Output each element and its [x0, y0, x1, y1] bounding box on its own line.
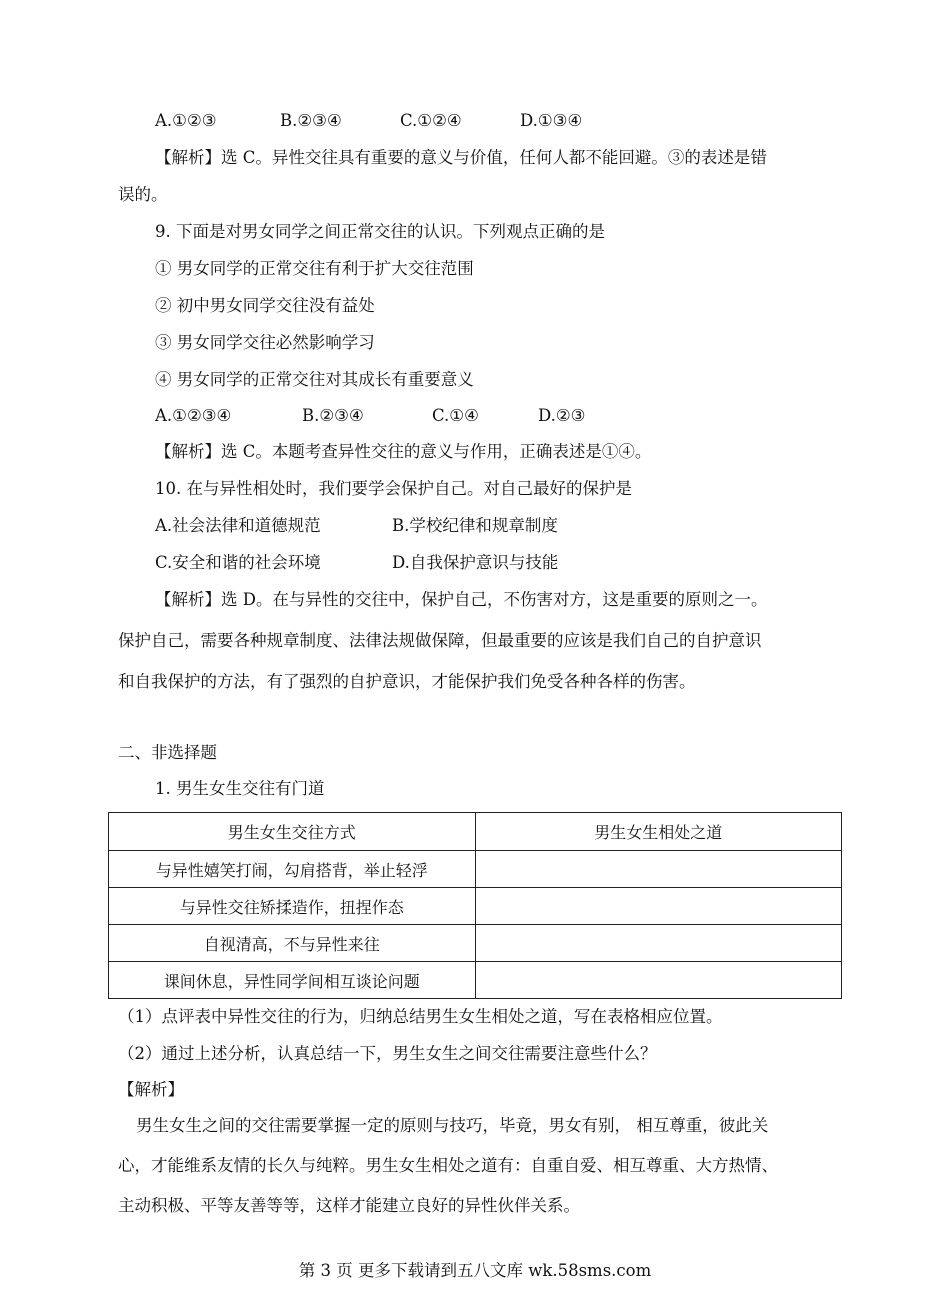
q9-statement-2: ② 初中男女同学交往没有益处 — [155, 296, 375, 315]
q9-option-d: D.②③ — [538, 406, 586, 425]
analysis-line1: 男生女生之间的交往需要掌握一定的原则与技巧，毕竟，男女有别， 相互尊重，彼此关 — [136, 1116, 769, 1135]
q8-option-c: C.①②④ — [400, 111, 462, 130]
q9-option-a: A.①②③④ — [155, 406, 232, 425]
q9-statement-1: ① 男女同学的正常交往有利于扩大交往范围 — [155, 259, 474, 278]
sub-question-1: （1）点评表中异性交往的行为，归纳总结男生女生相处之道，写在表格相应位置。 — [118, 1007, 723, 1026]
table-header-row — [109, 813, 842, 851]
page-footer: 第 3 页 更多下载请到五八文库 wk.58sms.com — [298, 1261, 652, 1280]
q10-analysis-line3: 和自我保护的方法，有了强烈的自护意识，才能保护我们免受各种各样的伤害。 — [118, 672, 696, 691]
q8-option-d: D.①③④ — [520, 111, 583, 130]
q8-option-b: B.②③④ — [280, 111, 342, 130]
table-answer-cell — [475, 925, 842, 962]
q9-stem: 9. 下面是对男女同学之间正常交往的认识。下列观点正确的是 — [155, 222, 605, 241]
table-cell: 与异性交往矫揉造作，扭捏作态 — [109, 888, 476, 925]
table-answer-cell — [475, 851, 842, 888]
analysis-line2: 心，才能维系友情的长久与纯粹。男生女生相处之道有：自重自爱、相互尊重、大方热情、 — [118, 1156, 778, 1175]
q10-option-c: C.安全和谐的社会环境 — [155, 553, 321, 572]
q10-stem: 10. 在与异性相处时，我们要学会保护自己。对自己最好的保护是 — [155, 479, 632, 498]
q8-option-a: A.①②③ — [155, 111, 217, 130]
q10-option-d: D.自我保护意识与技能 — [392, 553, 559, 572]
analysis-label: 【解析】 — [118, 1080, 184, 1099]
q9-analysis: 【解析】选 C。本题考查异性交往的意义与作用，正确表述是①④。 — [155, 442, 652, 461]
table-row — [109, 962, 842, 999]
table-answer-cell — [475, 888, 842, 925]
table-row — [109, 888, 842, 925]
q9-statement-3: ③ 男女同学交往必然影响学习 — [155, 333, 375, 352]
table-row — [109, 925, 842, 962]
exchange-table — [108, 812, 842, 999]
q10-analysis-line2: 保护自己，需要各种规章制度、法律法规做保障，但最重要的应该是我们自己的自护意识 — [118, 631, 762, 650]
q10-option-b: B.学校纪律和规章制度 — [392, 516, 558, 535]
table-cell: 与异性嬉笑打闹，勾肩搭背，举止轻浮 — [109, 851, 476, 888]
table-answer-cell — [475, 962, 842, 999]
table-header-cell: 男生女生交往方式 — [109, 813, 476, 851]
q10-analysis-line1: 【解析】选 D。在与异性的交往中，保护自己，不伤害对方，这是重要的原则之一。 — [155, 590, 768, 609]
table-cell: 课间休息，异性同学间相互谈论问题 — [109, 962, 476, 999]
analysis-line3: 主动积极、平等友善等等，这样才能建立良好的异性伙伴关系。 — [118, 1196, 580, 1215]
table-row — [109, 851, 842, 888]
table-header-cell: 男生女生相处之道 — [475, 813, 842, 851]
q10-option-a: A.社会法律和道德规范 — [155, 516, 321, 535]
q9-statement-4: ④ 男女同学的正常交往对其成长有重要意义 — [155, 370, 474, 389]
q8-analysis-line2: 误的。 — [118, 185, 168, 204]
section-heading: 二、非选择题 — [118, 743, 217, 762]
q8-analysis-line1: 【解析】选 C。异性交往具有重要的意义与价值，任何人都不能回避。③的表述是错 — [155, 148, 767, 167]
q9-option-b: B.②③④ — [302, 406, 364, 425]
q9-option-c: C.①④ — [432, 406, 479, 425]
sub-question-2: （2）通过上述分析，认真总结一下，男生女生之间交往需要注意些什么？ — [118, 1044, 657, 1063]
q1-title: 1. 男生女生交往有门道 — [155, 779, 325, 798]
table-cell: 自视清高，不与异性来往 — [109, 925, 476, 962]
